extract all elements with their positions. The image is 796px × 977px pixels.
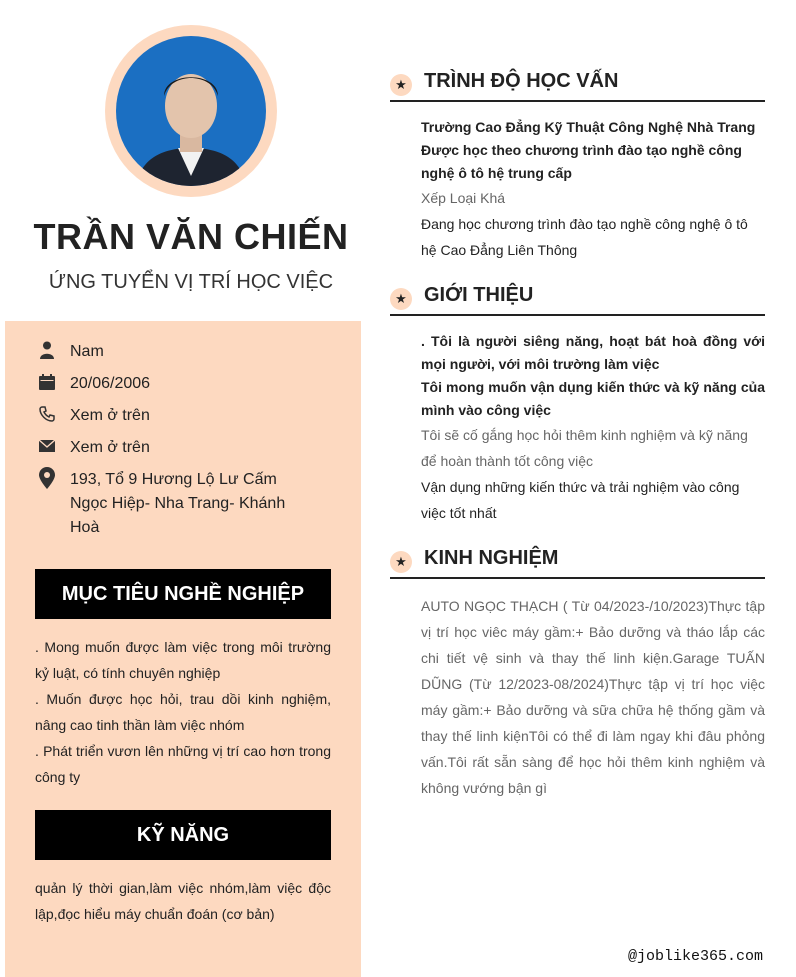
address-value: 193, Tổ 9 Hương Lộ Lư Cấm Ngọc Hiệp- Nha Trang- Khánh Hoà <box>70 471 286 536</box>
applied-position: ỨNG TUYỂN VỊ TRÍ HỌC VIỆC <box>48 271 334 293</box>
education-title: TRÌNH ĐỘ HỌC VẤN <box>424 70 619 92</box>
experience-section-title <box>390 543 765 579</box>
intro-normal: Vận dụng những kiến thức và trải nghiệm vào công việc tốt nhất <box>421 479 740 521</box>
location-pin-icon <box>38 468 56 488</box>
mail-icon <box>38 436 56 456</box>
career-goal-heading: MỤC TIÊU NGHỀ NGHIỆP <box>35 569 331 619</box>
career-goal-text <box>35 634 331 790</box>
star-icon: ★ <box>390 74 412 96</box>
info-gender <box>38 340 310 364</box>
education-section-title <box>390 66 765 102</box>
info-address <box>38 468 310 540</box>
skills-text <box>35 875 331 927</box>
info-email <box>38 436 310 460</box>
email-value: Xem ở trên <box>70 439 150 456</box>
career-goal-line: . Phát triển vươn lên những vị trí cao hơn trong công ty <box>35 743 331 785</box>
education-content <box>421 116 765 263</box>
education-current: Đang học chương trình đào tạo nghề công nghệ ô tô hệ Cao Đẳng Liên Thông <box>421 216 748 258</box>
intro-gray: Tôi sẽ cố gắng học hỏi thêm kinh nghiệm và kỹ năng để hoàn thành tốt công việc <box>421 427 748 469</box>
experience-content <box>421 593 765 801</box>
experience-text: AUTO NGỌC THẠCH ( Từ 04/2023-/10/2023)Thực tập vị trí học viêc máy gầm:+ Bảo dưỡng và tháo lắp các chi tiết vệ sinh và thay thế linh kiện.Garage TUẤN DŨNG (Từ 12/2023-08/2024)Thực tập vị trí học việc máy gầm:+ Bảo dưỡng và sữa chữa hệ thống gầm và thay thế linh kiệnTôi có thể đi làm ngay khi đâu phỏng vấn.Tôi rất sẵn sàng để học hỏi thêm kinh nghiệm và không vướng bận gì <box>421 598 765 796</box>
full-name: TRẦN VĂN CHIẾN <box>33 216 349 257</box>
gender-value: Nam <box>70 343 104 360</box>
intro-title: GIỚI THIỆU <box>424 284 534 306</box>
avatar-portrait-icon <box>116 36 266 186</box>
education-grade: Xếp Loại Khá <box>421 190 506 206</box>
phone-value: Xem ở trên <box>70 407 150 424</box>
intro-content <box>421 330 765 526</box>
career-goal-line: . Muốn được học hỏi, trau dồi kinh nghiệm, nâng cao tinh thần làm việc nhóm <box>35 691 331 733</box>
calendar-icon <box>38 372 56 392</box>
experience-title: KINH NGHIỆM <box>424 547 559 569</box>
education-school: Trường Cao Đẳng Kỹ Thuật Công Nghệ Nhà Trang <box>421 119 756 135</box>
watermark: @joblike365.com <box>628 948 764 965</box>
intro-section-title <box>390 280 765 316</box>
skills-heading: KỸ NĂNG <box>35 810 331 860</box>
info-birthday <box>38 372 310 396</box>
star-icon: ★ <box>390 288 412 310</box>
phone-icon <box>38 404 56 424</box>
info-phone <box>38 404 310 428</box>
avatar <box>116 36 266 186</box>
career-goal-line: . Mong muốn được làm việc trong môi trường kỷ luật, có tính chuyên nghiệp <box>35 639 331 681</box>
person-icon <box>38 340 56 360</box>
intro-bold-1: . Tôi là người siêng năng, hoạt bát hoà đồng với mọi người, với môi trường làm việc <box>421 333 765 372</box>
skills-line: quản lý thời gian,làm việc nhóm,làm việc độc lập,đọc hiểu máy chuẩn đoán (cơ bản) <box>35 880 331 922</box>
birthday-value: 20/06/2006 <box>70 375 151 392</box>
star-icon: ★ <box>390 551 412 573</box>
education-program: Được học theo chương trình đào tạo nghề công nghệ ô tô hệ trung cấp <box>421 142 742 181</box>
intro-bold-2: Tôi mong muốn vận dụng kiến thức và kỹ năng của mình vào công việc <box>421 379 765 418</box>
